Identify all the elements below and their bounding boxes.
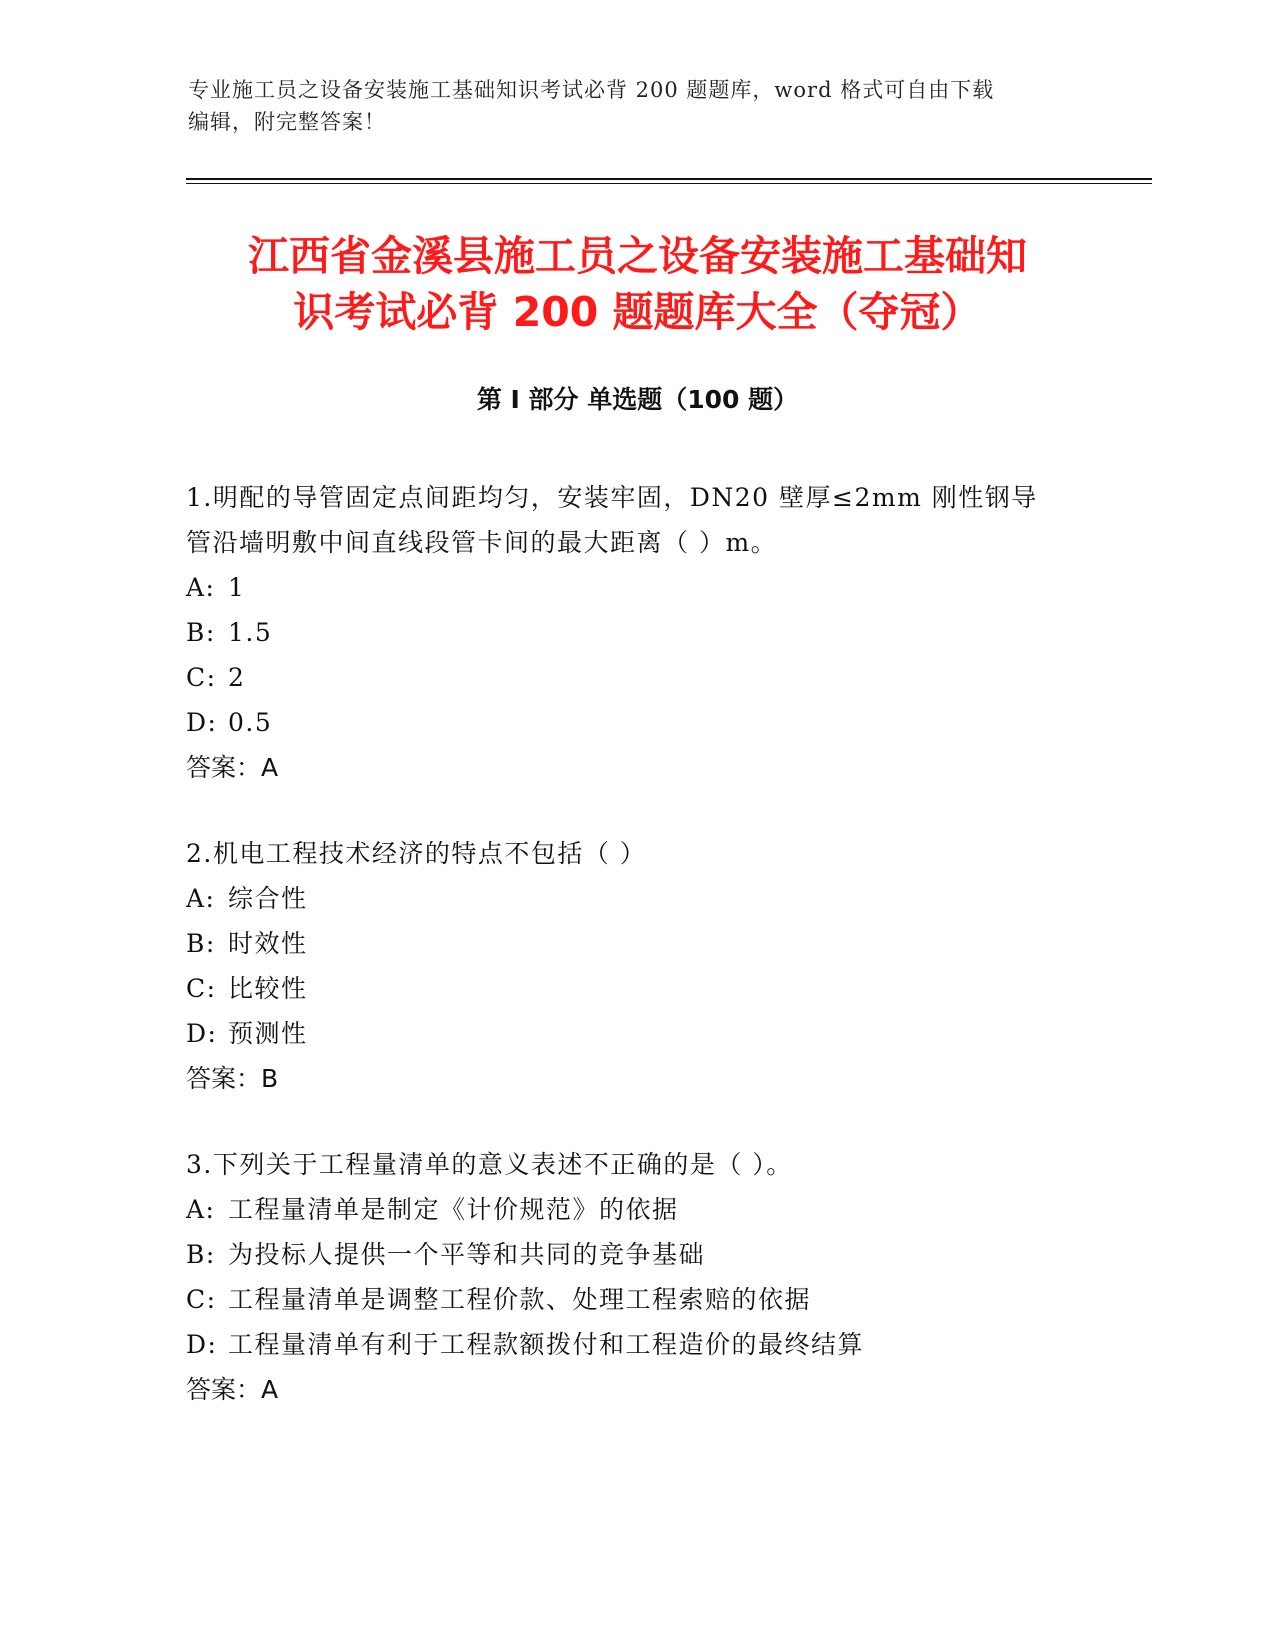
option-letter: D: xyxy=(186,708,218,737)
option-text: 时效性 xyxy=(228,929,308,958)
option-letter: C: xyxy=(186,663,217,692)
question-stem xyxy=(186,475,1086,565)
option-text: 1 xyxy=(228,573,246,602)
option-text: 1.5 xyxy=(228,618,273,647)
option-text: 0.5 xyxy=(228,708,273,737)
option-d xyxy=(186,1011,1086,1056)
option-letter: D: xyxy=(186,1330,218,1359)
option-letter: C: xyxy=(186,1285,217,1314)
option-letter: C: xyxy=(186,974,217,1003)
option-letter: B: xyxy=(186,1240,216,1269)
option-letter: D: xyxy=(186,1019,218,1048)
option-letter: A: xyxy=(186,573,216,602)
option-b xyxy=(186,610,1086,655)
section-heading: 第 I 部分 单选题（100 题） xyxy=(476,385,799,414)
header-line-1: 专业施工员之设备安装施工基础知识考试必背 200 题题库，word 格式可自由下载 xyxy=(188,78,995,102)
option-c xyxy=(186,655,1086,700)
question-stem-line-1: 3.下列关于工程量清单的意义表述不正确的是（ ）。 xyxy=(186,1150,793,1179)
option-c xyxy=(186,1277,1086,1322)
option-text: 为投标人提供一个平等和共同的竞争基础 xyxy=(228,1240,706,1269)
title-line-1: 江西省金溪县施工员之设备安装施工基础知 xyxy=(248,232,1027,280)
question-stem-line-1: 1.明配的导管固定点间距均匀，安装牢固，DN20 壁厚≤2mm 刚性钢导 xyxy=(186,483,1038,512)
option-text: 工程量清单有利于工程款额拨付和工程造价的最终结算 xyxy=(228,1330,865,1359)
title-line-2: 识考试必背 200 题题库大全（夺冠） xyxy=(293,288,982,336)
option-letter: A: xyxy=(186,884,216,913)
question-3 xyxy=(186,1142,1086,1412)
question-stem xyxy=(186,831,1086,876)
option-text: 综合性 xyxy=(228,884,308,913)
option-text: 工程量清单是调整工程价款、处理工程索赔的依据 xyxy=(228,1285,812,1314)
question-stem xyxy=(186,1142,1086,1187)
header-divider xyxy=(186,178,1152,184)
option-b xyxy=(186,921,1086,966)
question-1 xyxy=(186,475,1086,790)
document-title xyxy=(140,228,1135,340)
option-d xyxy=(186,1322,1086,1367)
option-a xyxy=(186,565,1086,610)
question-stem-line-1: 2.机电工程技术经济的特点不包括（ ） xyxy=(186,839,647,868)
option-b xyxy=(186,1232,1086,1277)
option-text: 预测性 xyxy=(228,1019,308,1048)
question-list xyxy=(186,475,1086,1453)
option-text: 工程量清单是制定《计价规范》的依据 xyxy=(228,1195,679,1224)
option-text: 比较性 xyxy=(228,974,308,1003)
question-2 xyxy=(186,831,1086,1101)
answer-line: 答案：B xyxy=(186,1064,279,1093)
option-letter: B: xyxy=(186,929,216,958)
option-d xyxy=(186,700,1086,745)
divider-thick-line xyxy=(186,178,1152,180)
option-a xyxy=(186,1187,1086,1232)
answer-line: 答案：A xyxy=(186,1375,279,1404)
option-a xyxy=(186,876,1086,921)
divider-thin-line xyxy=(186,183,1152,184)
header-line-2: 编辑，附完整答案！ xyxy=(188,110,386,134)
option-c xyxy=(186,966,1086,1011)
option-text: 2 xyxy=(228,663,246,692)
answer-line: 答案：A xyxy=(186,753,279,782)
question-stem-line-2: 管沿墙明敷中间直线段管卡间的最大距离（ ）m。 xyxy=(186,528,778,557)
option-letter: A: xyxy=(186,1195,216,1224)
page-header xyxy=(188,74,1088,138)
option-letter: B: xyxy=(186,618,216,647)
